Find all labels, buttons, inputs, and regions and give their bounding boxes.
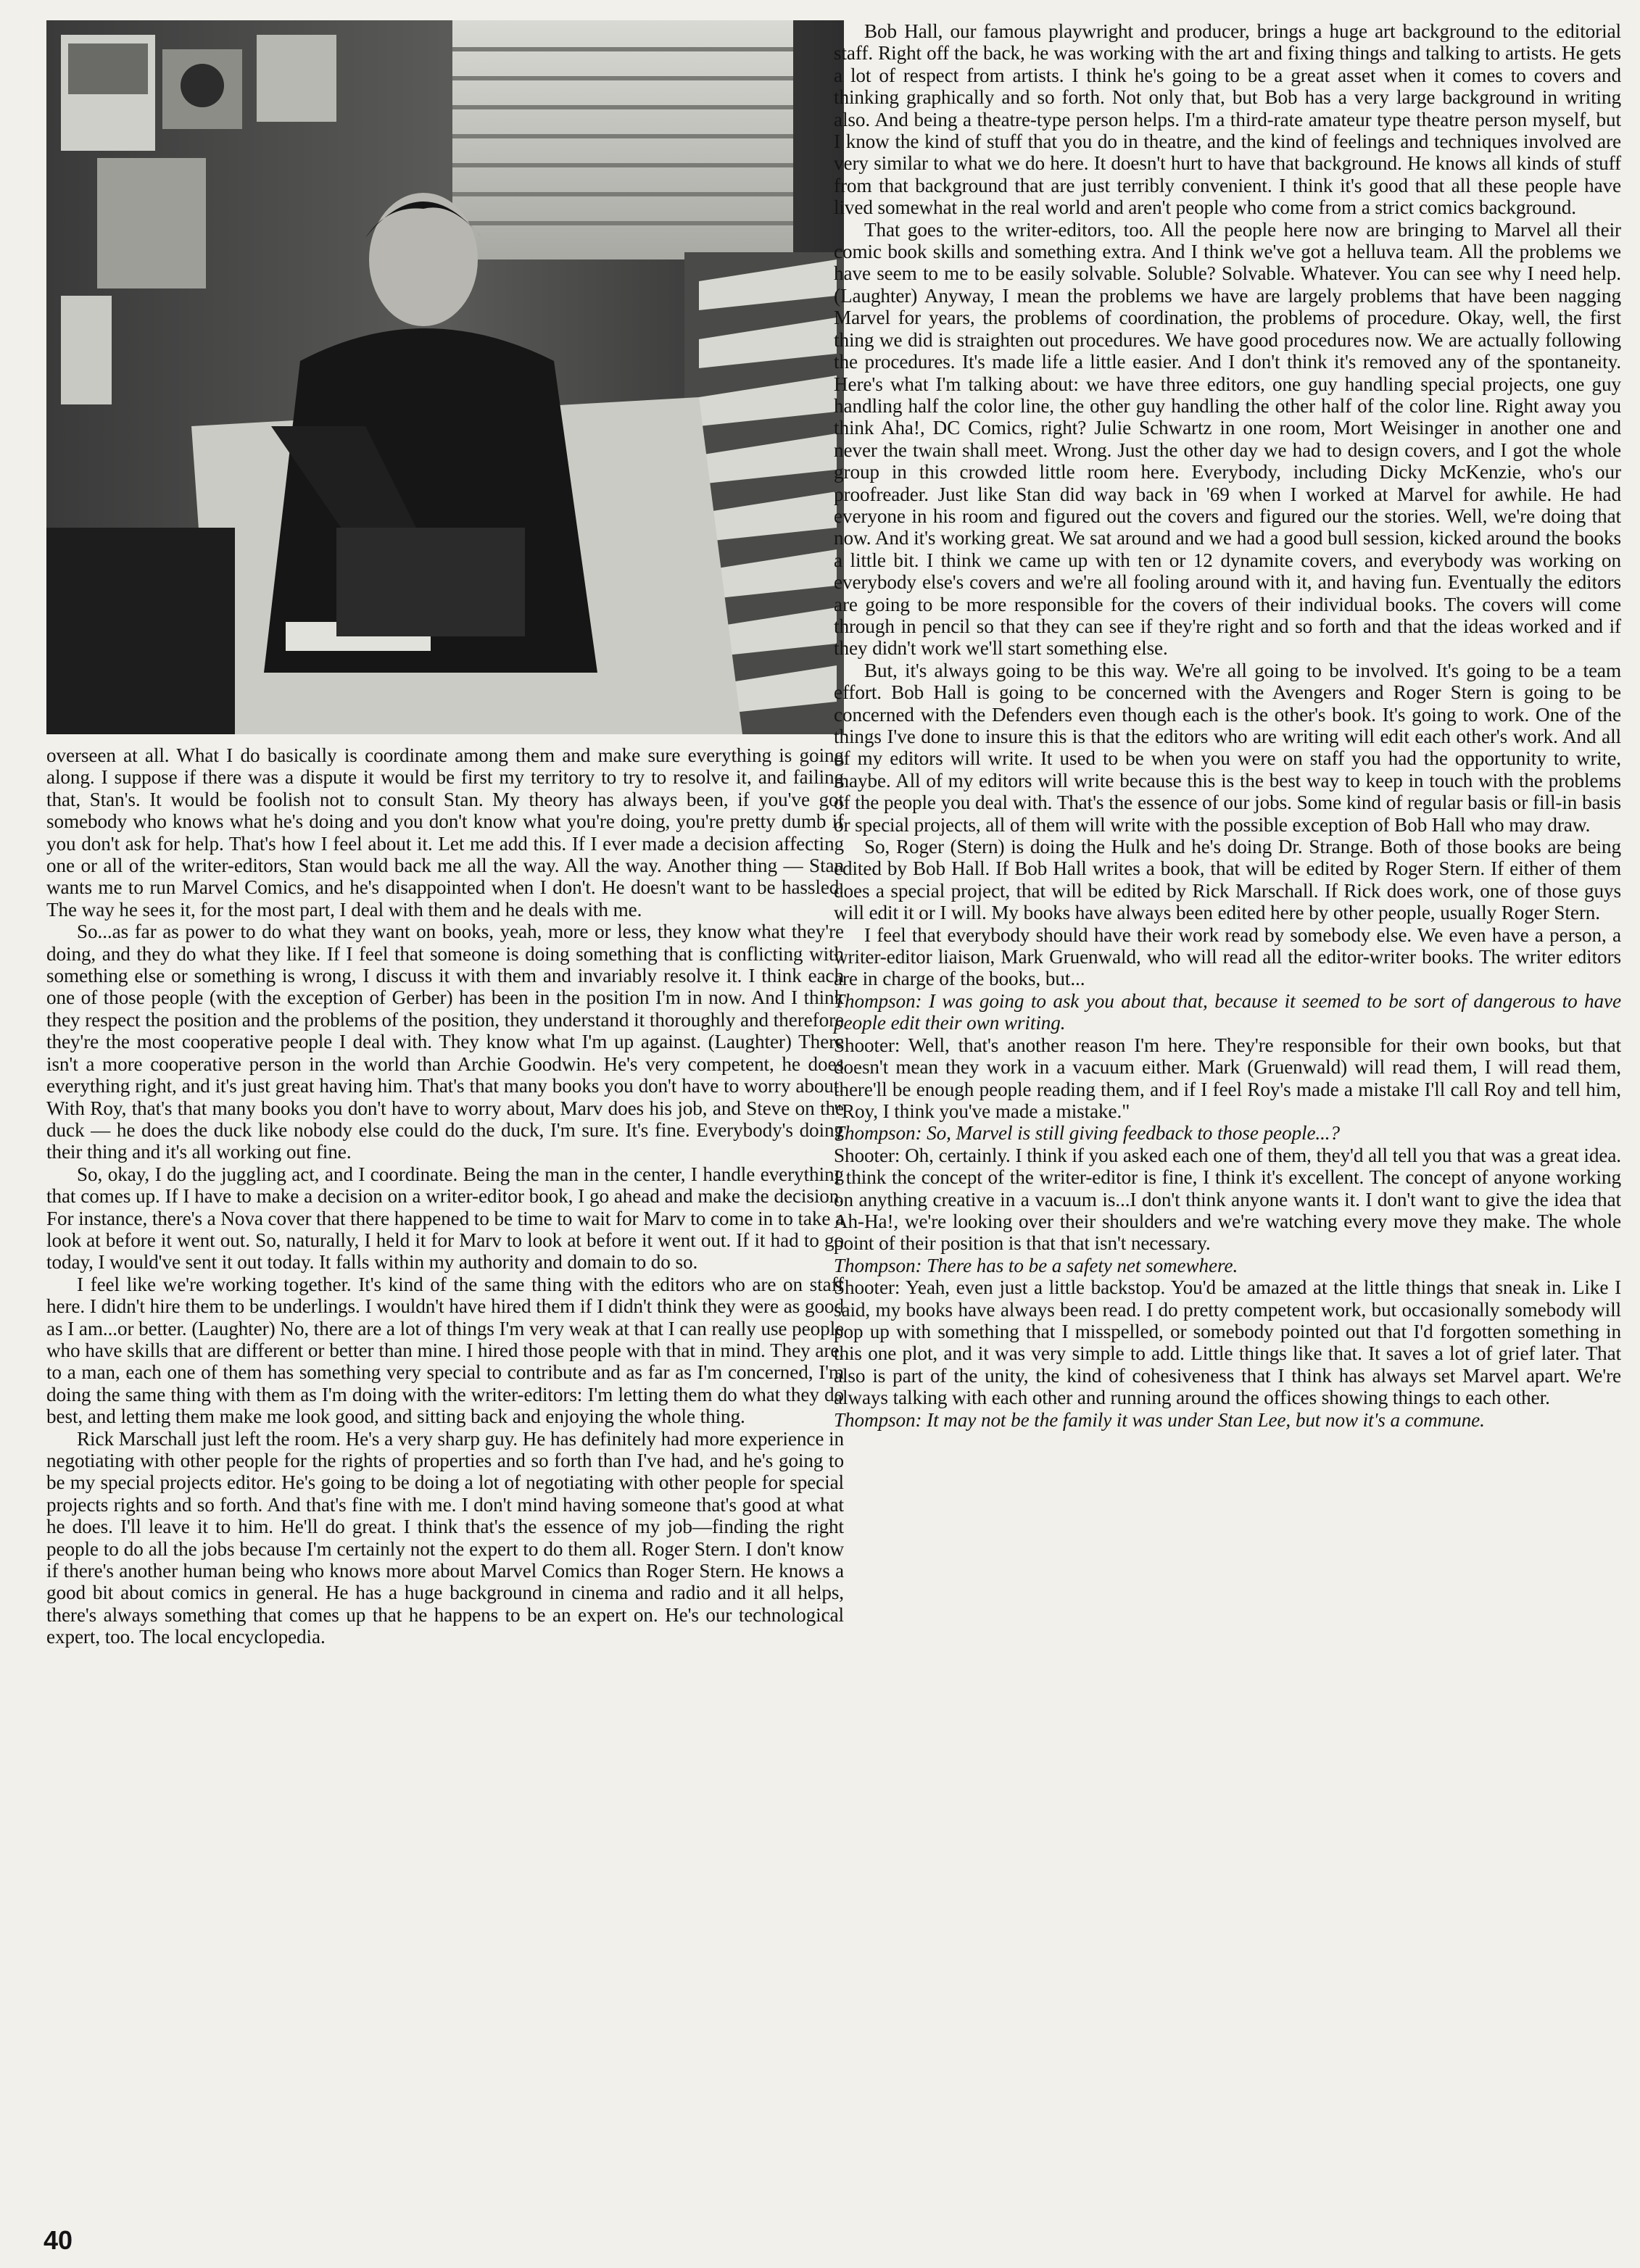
page-number: 40 — [44, 2225, 73, 2255]
interviewee-answer: Shooter: Yeah, even just a little backstop. You'd be amazed at the little things that sneak in. Like I said, my books have always been read. I do pretty competent work, but occasionally somebody will pop up with something that I misspelled, or somebody pointed out that I'd forgotten something in this one plot, and it was very simple to add. Little things like that. It saves a lot of grief later. That also is part of the unity, the kind of cohesiveness that I think has always set Marvel apart. We're always talking with each other and running around the offices showing things to each other. — [834, 1276, 1621, 1409]
interviewer-question: Thompson: So, Marvel is still giving feedback to those people...? — [834, 1122, 1340, 1145]
office-photo — [46, 20, 844, 734]
left-column — [46, 20, 844, 1648]
left-paragraph-1: overseen at all. What I do basically is coordinate among them and make sure everything is going along. I suppose if there was a dispute it would be first my territory to try to resolve it, and failing that, Stan's. It would be foolish not to consult Stan. My theory has always been, if you've got somebody who knows what he's doing and you don't know what you're doing, you're pretty dumb if you don't ask for help. That's how I feel about it. Let me add this. If I ever made a decision affecting one or all of the writer-editors, Stan would back me all the way. All the way. Another thing — Stan wants me to run Marvel Comics, and he's disappointed when I don't. He doesn't want to be hassled. The way he sees it, for the most part, I deal with them and he deals with me. — [46, 744, 844, 921]
interviewee-answer: Shooter: Oh, certainly. I think if you asked each one of them, they'd all tell you that was a great idea. I think the concept of the writer-editor is fine, I think it's excellent. The concept of anyone working on anything creative in a vacuum is...I don't think anyone wants it. I don't want to give the idea that Ah-Ha!, we're looking over their shoulders and we're watching every move they make. The whole point of their position is that that isn't necessary. — [834, 1144, 1621, 1255]
interviewee-answer: Shooter: Well, that's another reason I'm here. They're responsible for their own books, but that doesn't mean they work in a vacuum either. Mark (Gruenwald) will read them, I will read them, there'll be enough people reading them, and if I feel Roy's made a mistake I'll call Roy and tell him, "Roy, I think you've made a mistake." — [834, 1034, 1621, 1122]
left-paragraph-2: So...as far as power to do what they want on books, yeah, more or less, they know what they're doing, and they do what they like. If I feel that someone is doing something that is conflicting with something else or something is wrong, I discuss it with them and invariably resolve it. I think each one of those people (with the exception of Gerber) has been in the position I'm in now. And I think they respect the position and the problems of the position, they understand it thoroughly and therefore they're the most cooperative people I deal with. They know what I'm up against. (Laughter) There isn't a more cooperative person in the world than Archie Goodwin. He's very competent, he does everything right, and it's just great having him. That's that many books you don't have to worry about. With Roy, that's that many books you don't have to worry about, Marv does his job, and Steve on the duck — he does the duck like nobody else could do the duck, I'm sure. It's fine. Everybody's doing their thing and it's all working out fine. — [46, 921, 844, 1163]
right-paragraph-3: But, it's always going to be this way. We're all going to be involved. It's going to be a team effort. Bob Hall is going to be concerned with the Avengers and Roger Stern is going to be concerned with the Defenders even though each is the other's book. It's going to work. One of the things I've done to insure this is that the editors who are writing will edit each other's work. And all of my editors will write. It used to be when you were on staff you had the opportunity to write, maybe. All of my editors will write because this is the best way to keep in touch with the problems of the people you deal with. That's the essence of our jobs. Some kind of regular basis or fill-in basis or special projects, all of them will write with the possible exception of Bob Hall who may draw. — [834, 659, 1621, 836]
left-paragraph-3: So, okay, I do the juggling act, and I coordinate. Being the man in the center, I handle everything that comes up. If I have to make a decision on a writer-editor book, I go ahead and make the decision. For instance, there's a Nova cover that there happened to be time to wait for Marv to come in to take a look at before it went out. So, naturally, I held it for Marv to look at before it went out. If it had to go today, I would've sent it out today. It falls within my authority and domain to do so. — [46, 1163, 844, 1274]
right-paragraph-5: I feel that everybody should have their work read by somebody else. We even have a person, a writer-editor liaison, Mark Gruenwald, who will read all the editor-writer books. The writer editors are in charge of the books, but... — [834, 923, 1621, 990]
right-paragraph-4: So, Roger (Stern) is doing the Hulk and he's doing Dr. Strange. Both of those books are being edited by Bob Hall. If Bob Hall writes a book, that will be edited by Roger Stern. If either of them does a special project, that will be edited by Rick Marschall. If Rick does work, one of those guys will edit it or I will. My books have always been edited here by other people, usually Roger Stern. — [834, 836, 1621, 924]
interviewer-question: Thompson: It may not be the family it was under Stan Lee, but now it's a commune. — [834, 1408, 1485, 1431]
interviewer-question: Thompson: There has to be a safety net somewhere. — [834, 1254, 1238, 1276]
right-paragraph-1: Bob Hall, our famous playwright and producer, brings a huge art background to the editorial staff. Right off the back, he was working with the art and fixing things and talking to artists. He gets a lot of respect from artists. I think he's going to be a great asset when it comes to covers and thinking graphically and so forth. Not only that, but Bob has a very large background in writing also. And being a theatre-type person helps. I'm a third-rate amateur type theatre person myself, but I know the kind of stuff that you do in theatre, and the kind of feelings and techniques involved are very similar to what we do here. It doesn't hurt to have that background. He knows all kinds of stuff from that background that are just terribly convenient. I think it's good that all these people have lived somewhat in the real world and aren't people who come from a strict comics background. — [834, 20, 1621, 219]
right-paragraph-2: That goes to the writer-editors, too. All the people here now are bringing to Marvel all their comic book skills and something extra. And I think we've got a helluva team. All the problems we have seem to me to be easily solvable. Soluble? Solvable. Whatever. You can see why I need help. (Laughter) Anyway, I mean the problems we have are largely problems that have been nagging Marvel for years, the problems of coordination, the problems of procedure. Okay, well, the first thing we did is straighten out procedures. We have good procedures now. We are actually following the procedures. It's made life a little easier. And I don't think it's removed any of the spontaneity. Here's what I'm talking about: we have three editors, one guy handling special projects, one guy handling half the color line, the other guy handling the other half of the color line. Right away you think Aha!, DC Comics, right? Julie Schwartz in one room, Mort Weisinger in another one and never the twain shall meet. Wrong. Just the other day we had to design covers, and I got the whole group in this crowded little room here. Everybody, including Dicky McKenzie, who's our proofreader. Just like Stan did way back in '69 when I worked at Marvel for awhile. He had everyone in his room and figured out the covers and figured our the stories. Well, we're doing that now. And it's working great. We sat around and we had a good bull session, kicked around the books a little bit. I think we came up with ten or 12 dynamite covers, and everybody was working on everybody else's covers and we're all fooling around with it, and having fun. Eventually the editors are going to be more responsible for the covers of their individual books. The covers will come through in pencil so that they can see if they're right and so forth and that the ideas worked and if they didn't work we'll start something else. — [834, 218, 1621, 660]
right-column — [834, 20, 1621, 1431]
left-paragraph-5: Rick Marschall just left the room. He's a very sharp guy. He has definitely had more experience in negotiating with other people for the rights of properties and so forth than I've had, and he's going to be my special projects editor. He's going to be doing a lot of negotiating with other people for special projects rights and so forth. And that's fine with me. I don't mind having someone that's good at what he does. I'll leave it to him. He'll do great. I think that's the essence of my job—finding the right people to do all the jobs because I'm certainly not the expert to do them all. Roger Stern. I don't know if there's another human being who knows more about Marvel Comics than Roger Stern. He knows a good bit about comics in general. He has a huge background in cinema and radio and it all helps, there's always something that comes up that he happens to be an expert on. He's our technological expert, too. The local encyclopedia. — [46, 1427, 844, 1648]
interviewer-question: Thompson: I was going to ask you about that, because it seemed to be sort of dangerous to have people edit their own writing. — [834, 989, 1621, 1034]
left-paragraph-4: I feel like we're working together. It's kind of the same thing with the editors who are on staff here. I didn't hire them to be underlings. I wouldn't have hired them if I didn't think they were as good as I am...or better. (Laughter) No, there are a lot of things I'm very weak at that I can really use people who have skills that are different or better than mine. I hired those people with that in mind. They are, to a man, each one of them has something very special to contribute and as far as I'm concerned, I'm doing the same thing with them as I'm doing with the writer-editors: I'm letting them do what they do best, and letting them make me look good, and sitting back and enjoying the whole thing. — [46, 1273, 844, 1428]
